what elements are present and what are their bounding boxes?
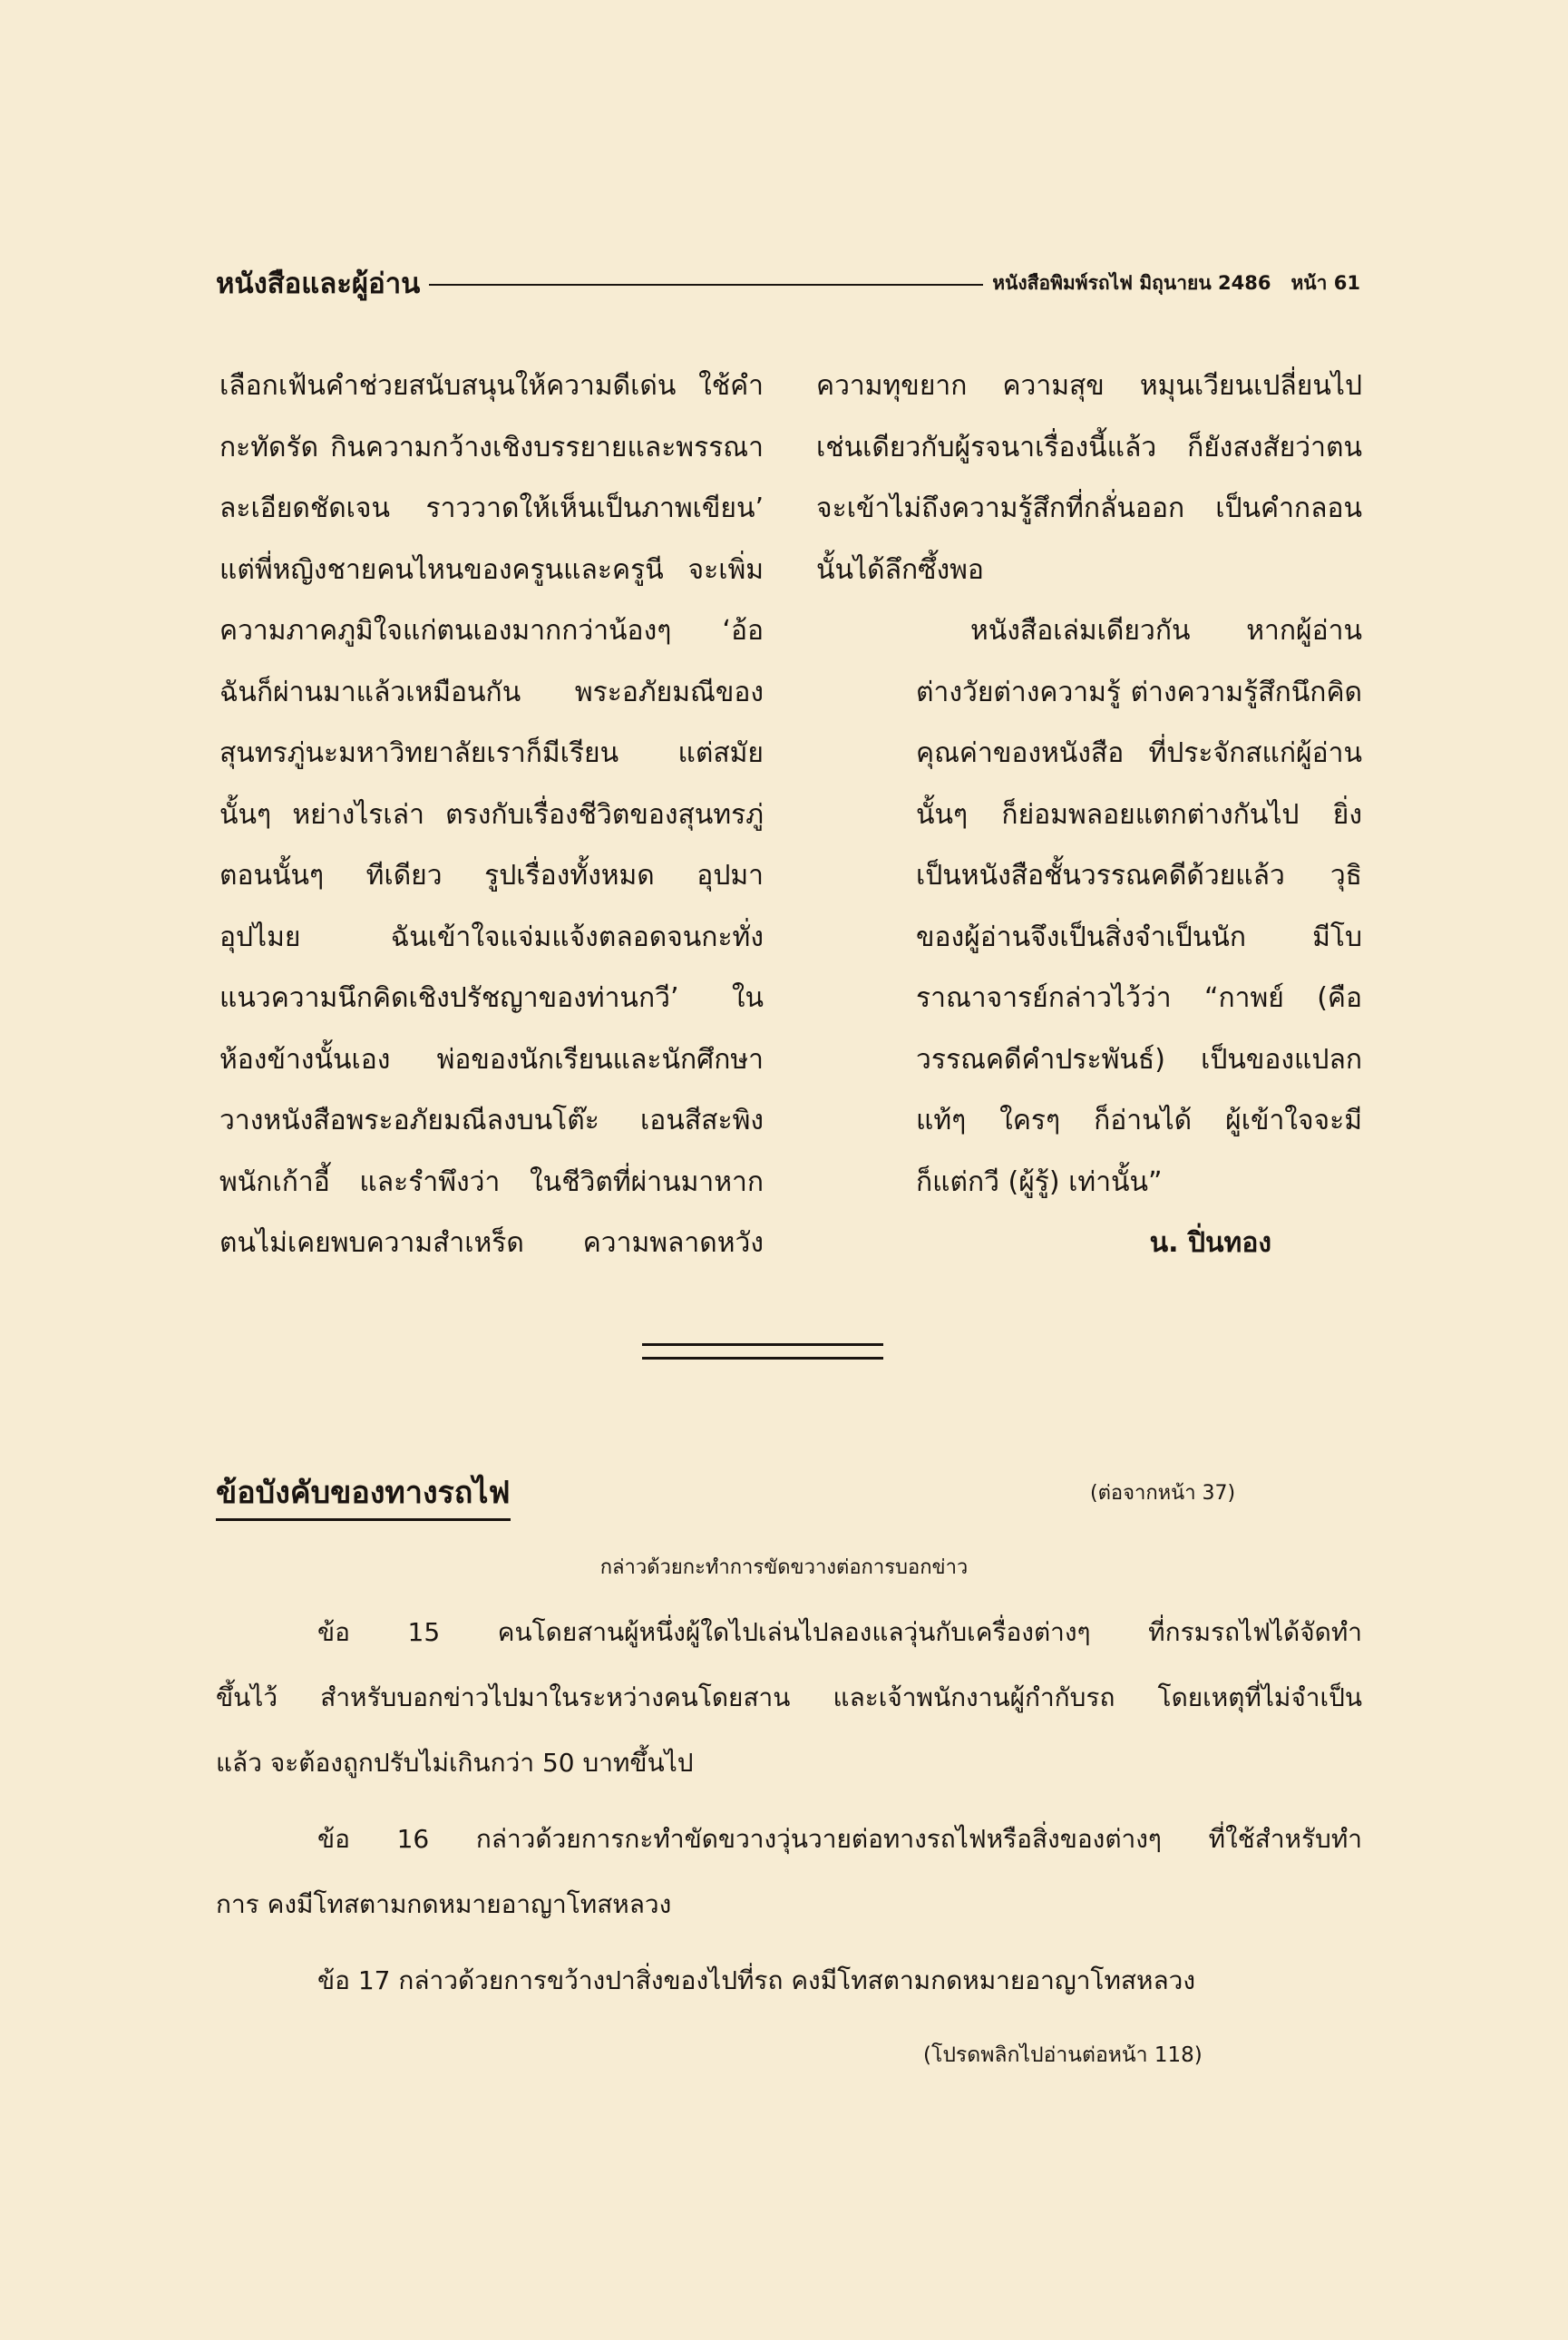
header-page-number: หน้า 61: [1290, 271, 1360, 294]
text-line: พนักเก้าอี้ และรำพึงว่า ในชีวิตที่ผ่านมาหาก: [219, 1165, 764, 1198]
continued-to-note: (โปรดพลิกไปอ่านต่อหน้า 118): [923, 2043, 1203, 2067]
text-line: หนังสือเล่มเดียวกัน หากผู้อ่าน: [970, 615, 1362, 647]
text-line: จะเข้าไม่ถึงความรู้สึกที่กลั่นออก เป็นคำกลอน: [816, 492, 1362, 524]
text-line: สุนทรภู่นะมหาวิทยาลัยเราก็มีเรียน แต่สมัย: [219, 737, 764, 769]
text-line: แนวความนึกคิดเชิงปรัชญาของท่านกวี’ ใน: [219, 982, 764, 1014]
text-line: นั้นๆ หย่างไรเล่า ตรงกับเรื่องชีวิตของสุนทรภู่: [219, 798, 764, 831]
text-line: ห้องข้างนั้นเอง พ่อของนักเรียนและนักศึกษา: [219, 1043, 764, 1076]
text-line: แท้ๆ ใครๆ ก็อ่านได้ ผู้เข้าใจจะมี: [916, 1105, 1362, 1136]
header-section-title: หนังสือและผู้อ่าน: [216, 268, 421, 300]
rule-line: แล้ว จะต้องถูกปรับไม่เกินกว่า 50 บาทขึ้นไป: [216, 1748, 694, 1778]
article-left-column: [219, 356, 764, 1274]
text-line: ความภาคภูมิใจแก่ตนเองมากกว่าน้องๆ ‘อ้อ: [219, 615, 764, 647]
text-line: ละเอียดชัดเจน ราววาดให้เห็นเป็นภาพเขียน’: [219, 492, 764, 524]
text-line: ฉันก็ผ่านมาแล้วเหมือนกัน พระอภัยมณีของ: [219, 676, 764, 708]
rule-line: ข้อ 16 กล่าวด้วยการกะทำขัดขวางวุ่นวายต่อทางรถไฟหรือสิ่งของต่างๆ ที่ใช้สำหรับทำ: [317, 1824, 1362, 1854]
rule-line: ข้อ 15 คนโดยสานผู้หนึ่งผู้ใดไปเล่นไปลองแลวุ่นกับเครื่องต่างๆ ที่กรมรถไฟได้จัดทำ: [317, 1617, 1362, 1647]
rules-section-title: ข้อบังคับของทางรถไฟ: [216, 1467, 511, 1521]
text-line: นั้นๆ ก็ย่อมพลอยแตกต่างกันไป ยิ่ง: [916, 798, 1362, 831]
text-line: วางหนังสือพระอภัยมณีลงบนโต๊ะ เอนสีสะพิง: [219, 1105, 764, 1136]
text-line: คุณค่าของหนังสือ ที่ประจักสแก่ผู้อ่าน: [916, 737, 1362, 769]
text-line: กะทัดรัด กินความกว้างเชิงบรรยายและพรรณา: [219, 431, 764, 463]
text-line: ของผู้อ่านจึงเป็นสิ่งจำเป็นนัก มีโบ: [916, 921, 1362, 953]
text-line: เลือกเฟ้นคำช่วยสนับสนุนให้ความดีเด่น ใช้คำ: [219, 370, 764, 402]
text-line: เป็นหนังสือชั้นวรรณคดีด้วยแล้ว วุธิ: [916, 860, 1362, 892]
rule-line: การ คงมีโทสตามกดหมายอาญาโทสหลวง: [216, 1889, 672, 1919]
text-line: ตอนนั้นๆ ทีเดียว รูปเรื่องทั้งหมด อุปมา: [219, 860, 764, 892]
header-rule: [429, 284, 983, 286]
rule-line: ขึ้นไว้ สำหรับบอกข่าวไปมาในระหว่างคนโดยสาน และเจ้าพนักงานผู้กำกับรถ โดยเหตุที่ไม่จำเป็น: [216, 1682, 1362, 1712]
text-line: ความทุขยาก ความสุข หมุนเวียนเปลี่ยนไป: [816, 370, 1362, 402]
rules-body: [216, 1600, 1362, 2013]
rules-subheading: กล่าวด้วยกะทำการขัดขวางต่อการบอกข่าว: [599, 1556, 969, 1579]
author-signature: น. ปิ่นทอง: [1149, 1227, 1271, 1259]
rule-line: ข้อ 17 กล่าวด้วยการขว้างปาสิ่งของไปที่รถ คงมีโทสตามกดหมายอาญาโทสหลวง: [317, 1965, 1196, 1995]
text-line: เช่นเดียวกับผู้รจนาเรื่องนี้แล้ว ก็ยังสงสัยว่าตน: [816, 431, 1362, 463]
article-right-column: [816, 356, 1362, 1274]
text-line: ราณาจารย์กล่าวไว้ว่า “กาพย์ (คือ: [916, 982, 1362, 1014]
text-line: ต่างวัยต่างความรู้ ต่างความรู้สึกนึกคิด: [916, 676, 1362, 708]
text-line: นั้นได้ลึกซึ้งพอ: [816, 553, 984, 586]
running-header: [216, 258, 1360, 307]
text-line: อุปไมย ฉันเข้าใจแจ่มแจ้งตลอดจนกะทั่ง: [219, 921, 764, 953]
text-line: ตนไม่เคยพบความสำเหร็ด ความพลาดหวัง: [219, 1227, 764, 1259]
text-line: วรรณคดีคำประพันธ์) เป็นของแปลก: [916, 1043, 1362, 1076]
continued-from-note: (ต่อจากหน้า 37): [1090, 1482, 1236, 1505]
text-line: แต่พี่หญิงชายคนไหนของครูนและครูนี จะเพิ่ม: [219, 553, 764, 586]
section-divider: [642, 1343, 883, 1360]
header-publication: หนังสือพิมพ์รถไฟ มิถุนายน 2486: [992, 271, 1271, 294]
text-line: ก็แต่กวี (ผู้รู้) เท่านั้น”: [916, 1165, 1163, 1198]
